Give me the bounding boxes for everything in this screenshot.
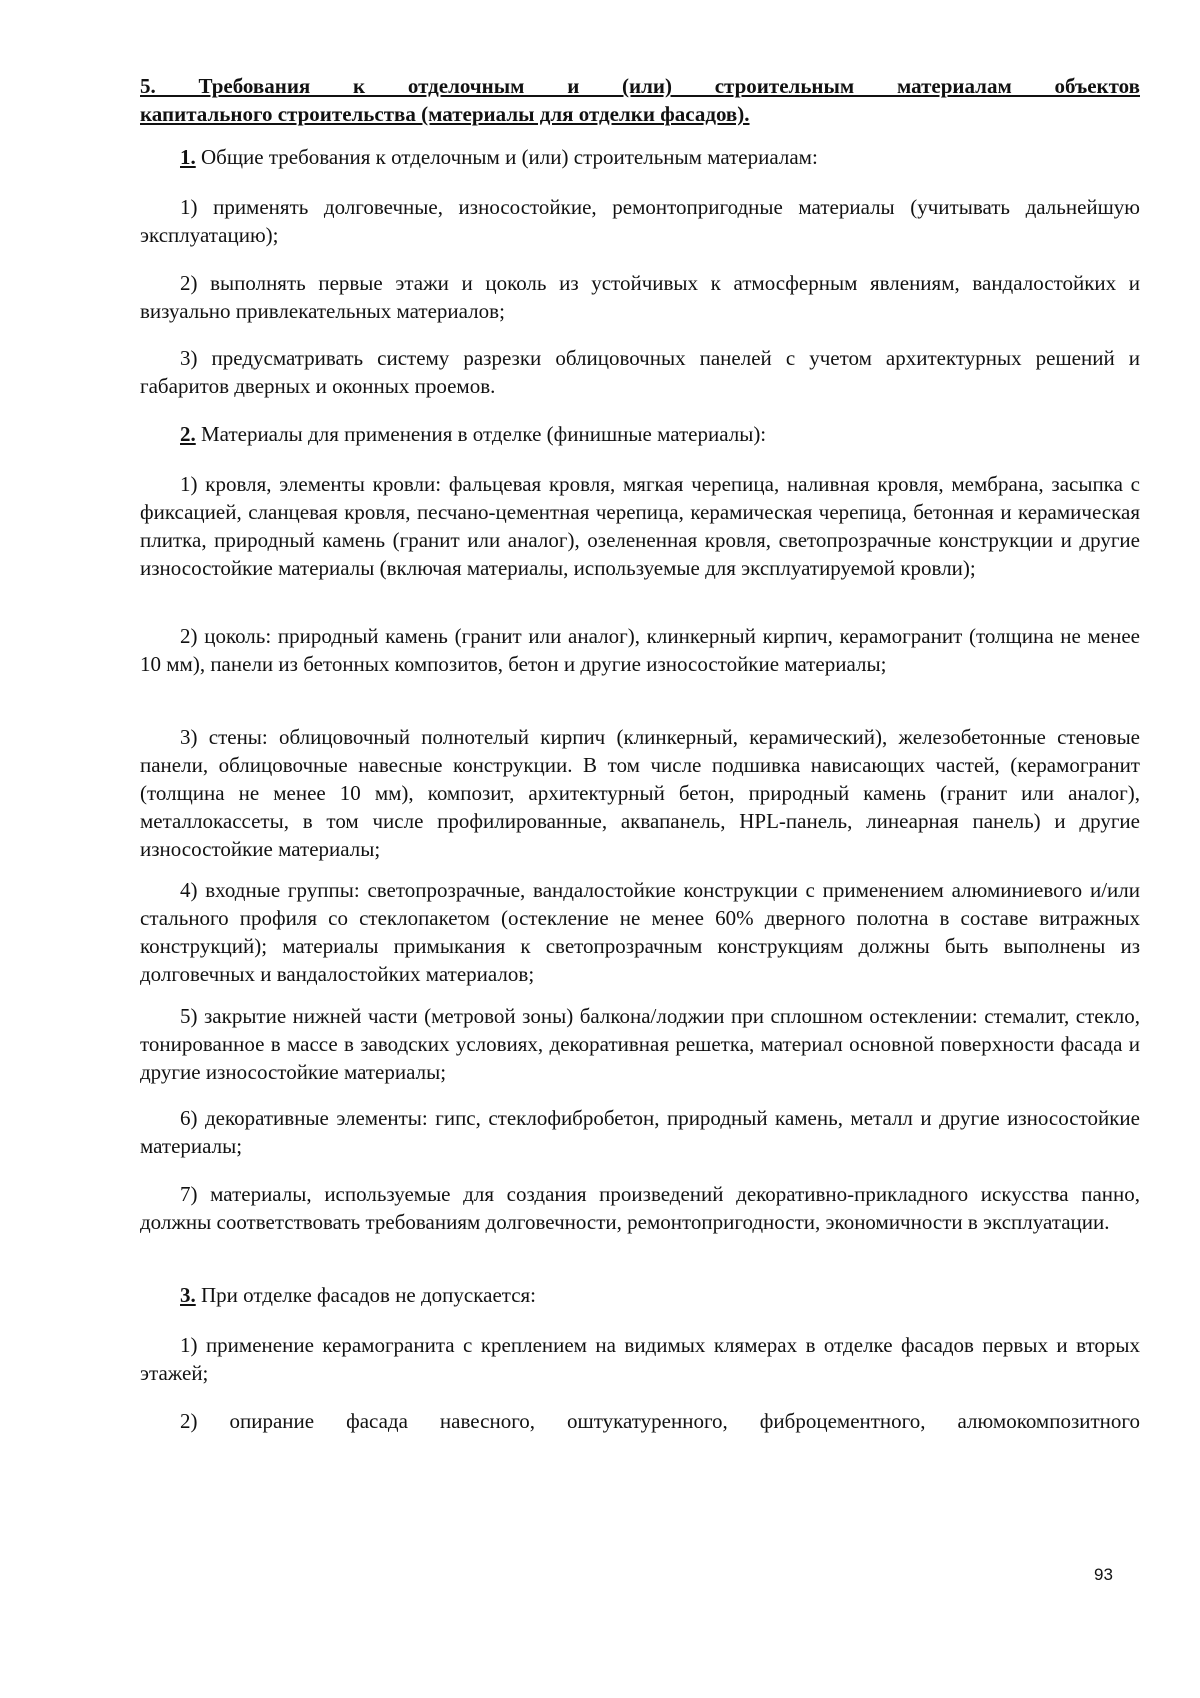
subsection-number: 1.	[180, 145, 196, 169]
subsection-number: 2.	[180, 422, 196, 446]
section-title	[140, 72, 1140, 128]
section-title-line-2: капитального строительства (материалы для отделки фасадов).	[140, 102, 750, 126]
subsection-2-heading	[140, 420, 1140, 448]
subsection-number: 3.	[180, 1283, 196, 1307]
paragraph: 2) выполнять первые этажи и цоколь из устойчивых к атмосферным явлениям, вандалостойких и визуально привлекательных материалов;	[140, 271, 1140, 323]
subsection-3-heading	[140, 1281, 1140, 1309]
paragraph: 3) стены: облицовочный полнотелый кирпич (клинкерный, керамический), железобетонные стеновые панели, облицовочные навесные конструкции. В том числе подшивка нависающих частей, (керамогранит (толщина не менее 10 мм), композит, архитектурный бетон, природный камень (гранит или аналог), металлокассеты, в том числе профилированные, аквапанель, HPL-панель, линеарная панель) и другие износостойкие материалы;	[140, 725, 1140, 861]
paragraph: 7) материалы, используемые для создания произведений декоративно-прикладного искусства панно, должны соответствовать требованиям долговечности, ремонтопригодности, экономичности в эксплуатации.	[140, 1182, 1140, 1234]
paragraph: 1) кровля, элементы кровли: фальцевая кровля, мягкая черепица, наливная кровля, мембрана, засыпка с фиксацией, сланцевая кровля, песчано-цементная черепица, керамическая черепица, бетонная и керамическая плитка, природный камень (гранит или аналог), озелененная кровля, светопрозрачные конструкции и другие износостойкие материалы (включая материалы, используемые для эксплуатируемой кровли);	[140, 472, 1140, 580]
paragraph: 5) закрытие нижней части (метровой зоны) балкона/лоджии при сплошном остеклении: стемалит, стекло, тонированное в массе в заводских условиях, декоративная решетка, материал основной поверхности фасада и другие износостойкие материалы;	[140, 1004, 1140, 1084]
paragraph: 3) предусматривать систему разрезки облицовочных панелей с учетом архитектурных решений и габаритов дверных и оконных проемов.	[140, 346, 1140, 398]
paragraph: 1) применять долговечные, износостойкие, ремонтопригодные материалы (учитывать дальнейшую эксплуатацию);	[140, 195, 1140, 247]
paragraph: 4) входные группы: светопрозрачные, вандалостойкие конструкции с применением алюминиевого и/или стального профиля со стеклопакетом (остекление не менее 60% дверного полотна в составе витражных конструкций); материалы примыкания к светопрозрачным конструкциям должны быть выполнены из долговечных и вандалостойких материалов;	[140, 878, 1140, 986]
paragraph: 6) декоративные элементы: гипс, стеклофибробетон, природный камень, металл и другие износостойкие материалы;	[140, 1106, 1140, 1158]
subsection-heading-text: Материалы для применения в отделке (финишные материалы):	[201, 422, 767, 446]
paragraph: 2) опирание фасада навесного, оштукатуренного, фиброцементного, алюмокомпозитного	[180, 1409, 1140, 1433]
paragraph: 1) применение керамогранита с креплением на видимых клямерах в отделке фасадов первых и вторых этажей;	[140, 1333, 1140, 1385]
paragraph: 2) цоколь: природный камень (гранит или аналог), клинкерный кирпич, керамогранит (толщина не менее 10 мм), панели из бетонных композитов, бетон и другие износостойкие материалы;	[140, 624, 1140, 676]
section-title-line-1: 5. Требования к отделочным и (или) строительным материалам объектов	[140, 74, 1140, 98]
subsection-heading-text: Общие требования к отделочным и (или) строительным материалам:	[201, 145, 818, 169]
subsection-heading-text: При отделке фасадов не допускается:	[201, 1283, 537, 1307]
subsection-1-heading	[140, 143, 1140, 171]
page-number: 93	[1094, 1565, 1113, 1584]
